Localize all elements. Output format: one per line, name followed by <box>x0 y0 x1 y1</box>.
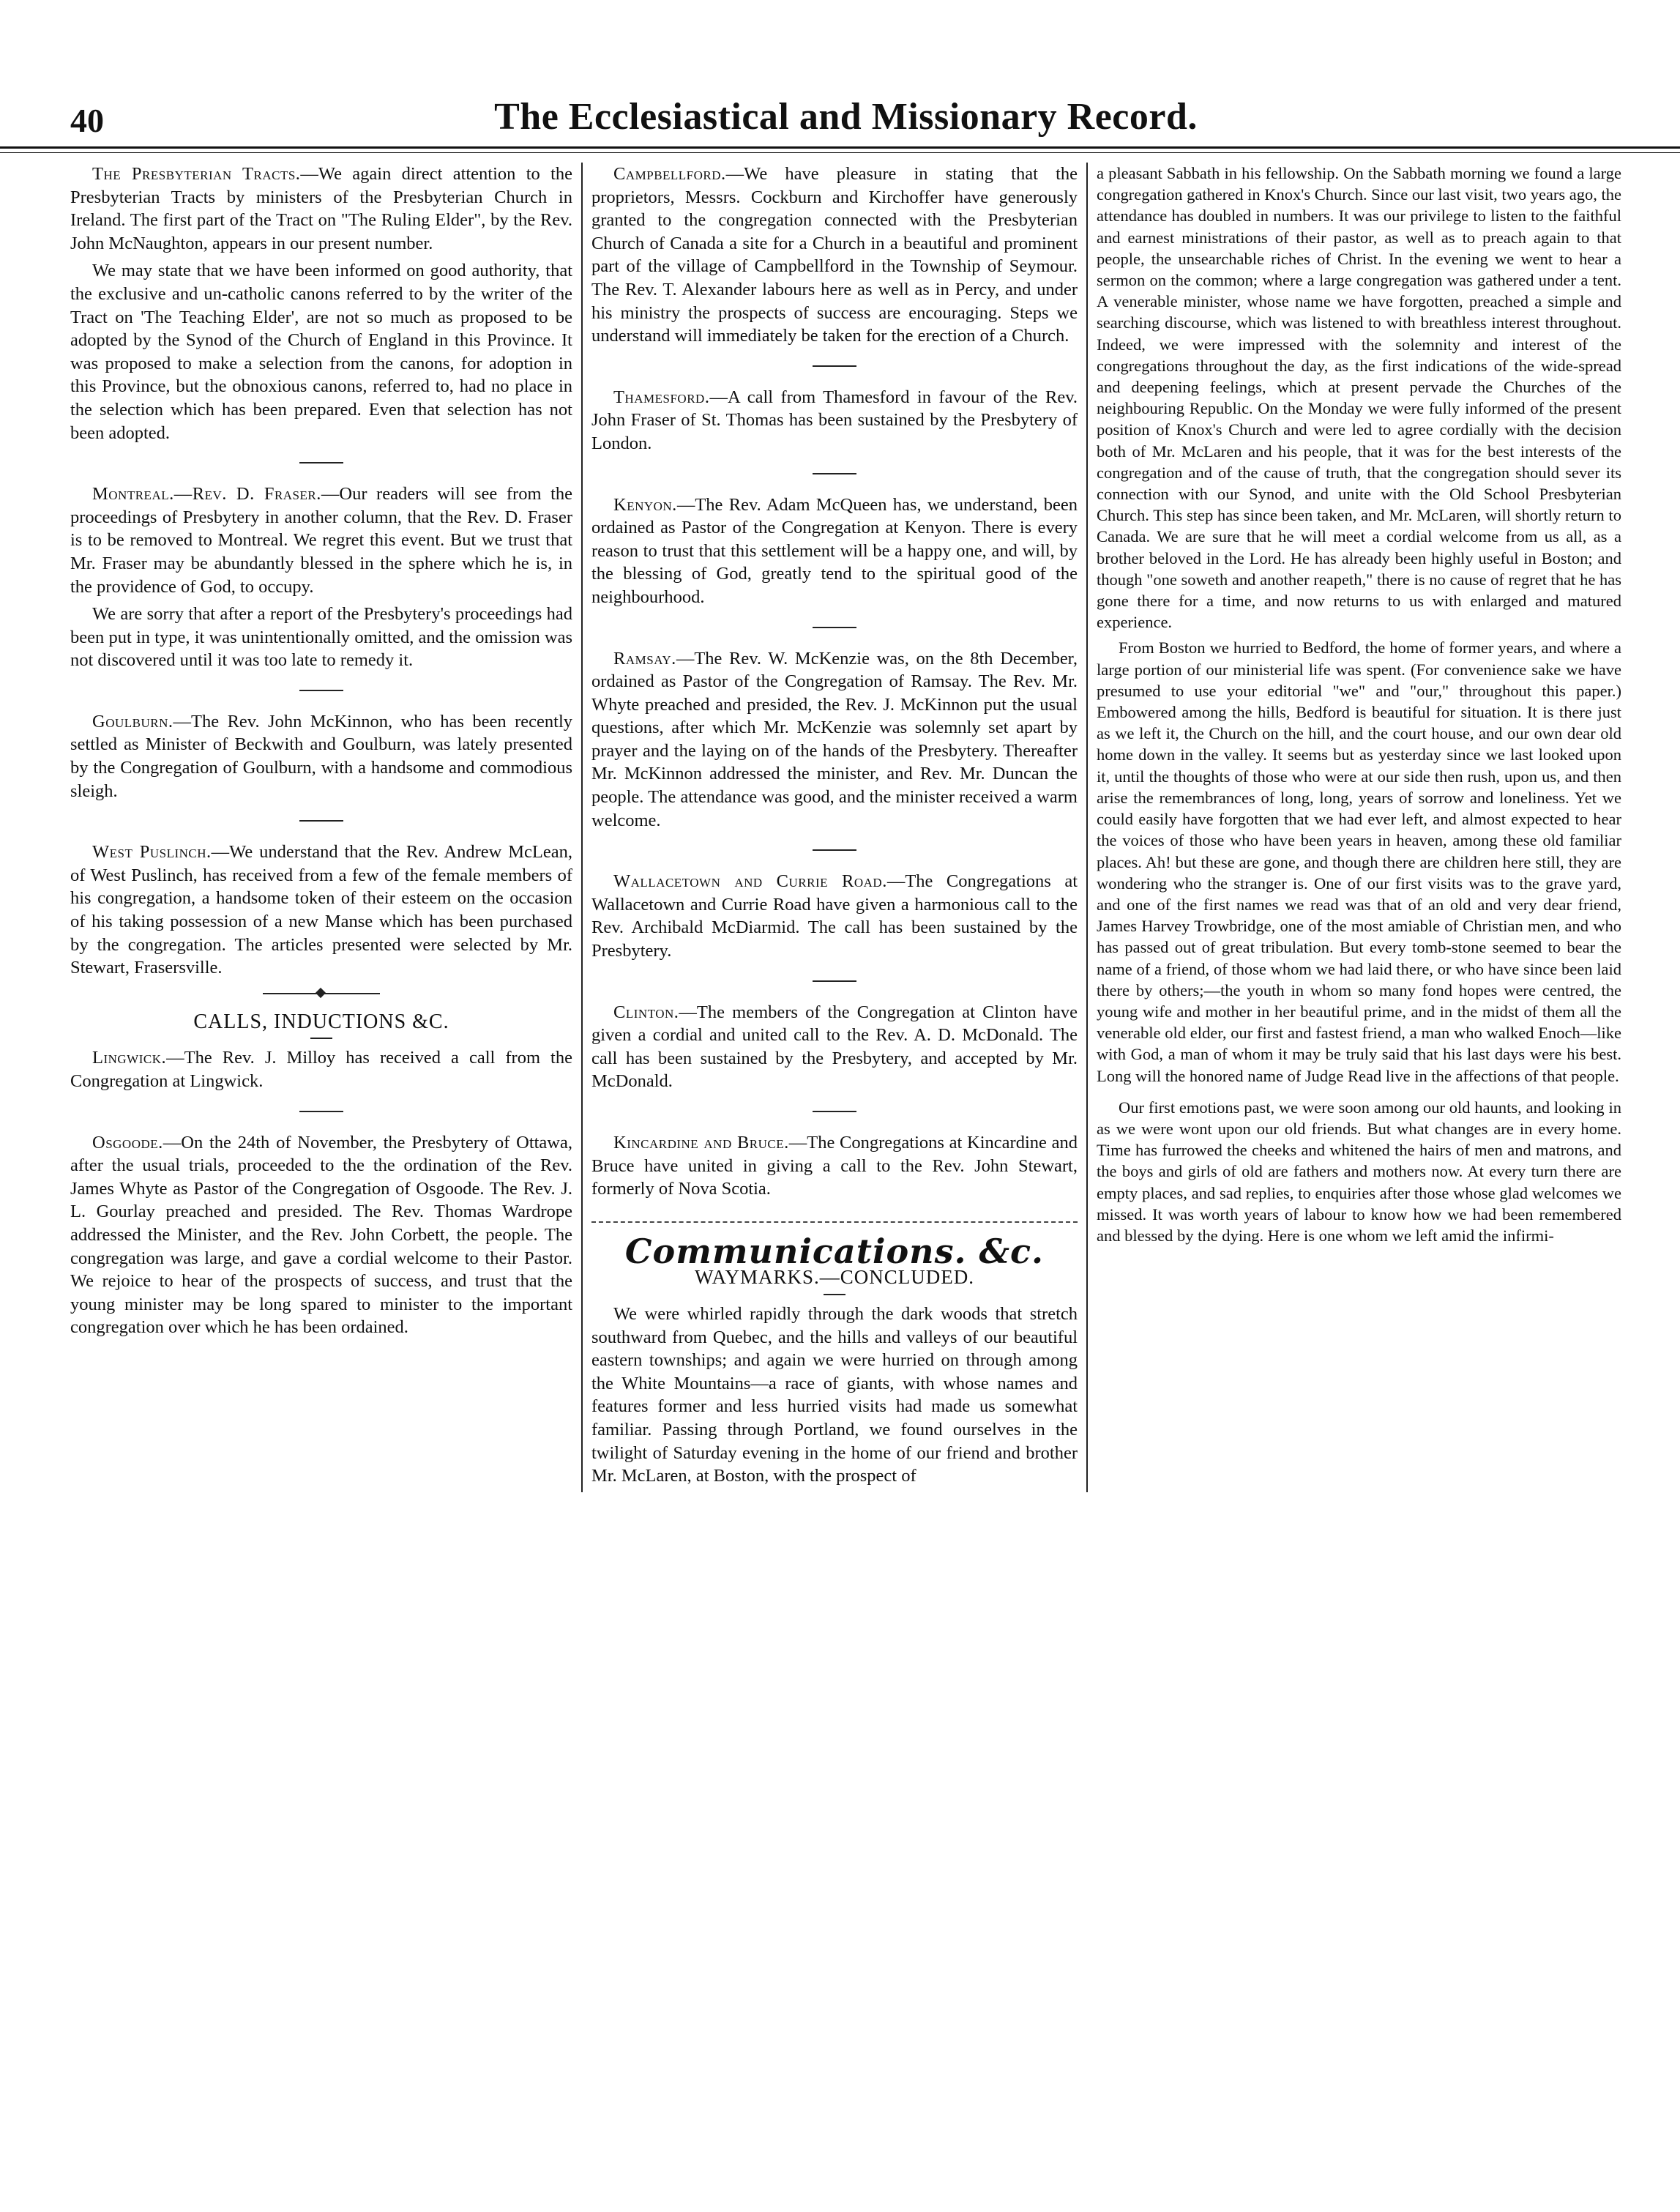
column-2 <box>583 163 1088 1492</box>
item-heading: West Puslinch. <box>92 842 212 863</box>
section-divider <box>591 1221 1078 1223</box>
separator <box>813 365 856 367</box>
paragraph-old-friends: Our first emotions past, we were soon among our old haunts, and looking in as we were wont upon our old friends. But what changes are in every home. Time has furrowed the cheeks and whitened the hairs of men and matrons, and the boys and girls of old are fathers and mothers now. At every turn there are empty places, and sad replies, to enquiries after those whose glad welcomes we missed. It was worth years of labour to know how we had been remembered and blessed by the dying. Here is one whom we left amid the infirmi- <box>1097 1098 1621 1245</box>
separator <box>813 1111 856 1112</box>
paragraph-bedford: From Boston we hurried to Bedford, the home of former years, and where a large portion of our ministerial life was spent. (For convenience sake we have presumed to use your editorial "we" and "our," throughout this paper.) Embowered among the hills, Bedford is beautiful for situation. It is there just as we left it, the Church on the hill, and the court house, and our own dear old home down in the valley. It seems but as yesterday since we last looked upon it, until the thoughts of those who were at our side then rush, upon us, and then arise the remembrances of long, long, years of sorrow and loneliness. Yet we could easily have forgotten that we had ever left, and almost expected to hear the voices of those who have been years in heaven, among these old familiar places. Ah! but these are gone, and though there are children here still, they are wondering who the stranger is. One of our first visits was to the grave yard, and one of the first names we read was that of an old and very dear friend, James Harvey Trowbridge, one of the most amiable of Christian men, and who has passed out of great tribulation. But every tomb-stone seemed to bear the name of a friend, of those whom we had laid there, or who have since been laid there by others;—the youth in whom so many fond hopes were centred, the young wife and mother in her beautiful prime, and in the midst of them all the venerable old elder, our first and fastest friend, a man who walked Enoch—like with God, a man of whom it may be truly said that his last days were his best. Long will the honored name of Judge Read live in the affections of that people. <box>1097 638 1621 1085</box>
item-heading: Clinton. <box>613 1002 679 1022</box>
waymarks-heading: WAYMARKS.—CONCLUDED. <box>694 1266 975 1289</box>
item-heading: Lingwick. <box>92 1048 167 1068</box>
item-text: —The Congregations at Wallacetown and Currie Road have given a harmonious call to the Rev. Archibald McDiarmid. The call has been sustained by the Presbytery. <box>591 871 1078 961</box>
item-heading: Kincardine and Bruce. <box>613 1133 789 1152</box>
paragraph-ramsay <box>591 647 1078 833</box>
header-rule-thin <box>0 152 1680 153</box>
paragraph-wallacetown <box>591 870 1078 962</box>
paragraph-clinton <box>591 1001 1078 1093</box>
paragraph-waymarks-1: We were whirled rapidly through the dark woods that stretch southward from Quebec, and the hills and valleys of our beautiful eastern townships; and again we were hurried on through among the White Mountains—a race of giants, with whose names and features former and less hurried visits had made us somewhat familiar. Passing through Portland, we found ourselves in the twilight of Saturday evening in the home of our friend and brother Mr. McLaren, at Boston, with the prospect of <box>591 1303 1078 1486</box>
separator <box>299 1111 343 1112</box>
item-text: —Our readers will see from the proceedings of Presbytery in another column, that the Rev. D. Fraser is to be removed to Montreal. We regret this event. But we trust that Mr. Fraser may be abundantly blessed in the sphere which he is, in the providence of God, to occupy. <box>70 484 572 597</box>
page-number: 40 <box>70 102 104 139</box>
page-header <box>70 0 1621 138</box>
separator <box>813 627 856 628</box>
paragraph-lingwick <box>70 1046 572 1092</box>
paragraph-kincardine <box>591 1131 1078 1201</box>
item-text: —The Rev. Adam McQueen has, we understand, been ordained as Pastor of the Congregation at Kenyon. There is every reason to trust that this settlement will be a happy one, and will, by the blessing of God, greatly tend to the spiritual good of the neighbourhood. <box>591 494 1078 607</box>
separator <box>299 820 343 822</box>
item-text: —We have pleasure in stating that the proprietors, Messrs. Cockburn and Kirchoffer have generously granted to the congregation connected with the Presbyterian Church of Canada a site for a Church in a beautiful and prominent part of the village of Campbellford in the Township of Seymour. The Rev. T. Alexander labours here as well as in Percy, and under his ministry the prospects of success are encouraging. Steps we understand will immediately be taken for the erection of a Church. <box>591 164 1078 346</box>
item-text: —The Rev. J. Milloy has received a call from the Congregation at Lingwick. <box>70 1048 572 1091</box>
separator <box>310 1038 332 1039</box>
separator <box>813 849 856 851</box>
item-heading: Osgoode. <box>92 1132 163 1152</box>
item-text: —A call from Thamesford in favour of the Rev. John Fraser of St. Thomas has been sustained by the Presbytery of London. <box>591 387 1078 453</box>
header-rule <box>0 146 1680 149</box>
paragraph-waymarks-2: a pleasant Sabbath in his fellowship. On the Sabbath morning we found a large congregation gathered in Knox's Church. Since our last visit, two years ago, the attendance has doubled in numbers. It was our privilege to listen to the faithful and earnest ministrations of their pastor, as well as to preach again to that people, the unsearchable riches of Christ. In the evening we went to hear a sermon on the common; where a large congregation was gathered under a tent. A venerable minister, whose name we have forgotten, preached a simple and searching discourse, which was listened to with breathless interest throughout. Indeed, we were impressed with the solemnity and interest of the congregations throughout the day, as the first indications of the wide-spread and deepening feelings, which at present pervade the Churches of the neighbouring Republic. On the Monday we were fully informed of the present position of Knox's Church and were led to agree cordially with the decision both of Mr. McLaren and his people, that it was for the best interests of the congregation and of the cause of truth, that the congregation should sever its connection with our Synod, and unite with the Old School Presbyterian Church. This step has since been taken, and Mr. McLaren, will shortly return to Canada. We are sure that he will meet a cordial welcome from us all, as a brother beloved in the Lord. He has already been highly useful in Boston; and though "one soweth and another reapeth," there is no cause of regret that he has gone there for a time, and now returns to us with enlarged and matured experience. <box>1097 164 1622 632</box>
paragraph-montreal <box>70 483 572 598</box>
communications-heading: Communications. &c. <box>624 1231 1045 1271</box>
journal-title: The Ecclesiastical and Missionary Record. <box>494 96 1198 138</box>
paragraph-osgoode <box>70 1131 572 1339</box>
item-text: —We again direct attention to the Presbyterian Tracts by ministers of the Presbyterian Church in Ireland. The first part of the Tract on "The Ruling Elder", by the Rev. John McNaughton, appears in our present number. <box>70 164 573 253</box>
item-text: —We understand that the Rev. Andrew McLean, of West Puslinch, has received from a few of the female members of his congregation, a handsome token of their esteem on the occasion of his taking possession of a new Manse which has been purchased by the congregation. The articles presented were selected by Mr. Stewart, Frasersville. <box>70 842 572 978</box>
separator <box>824 1294 845 1295</box>
item-heading: Campbellford. <box>613 164 726 184</box>
paragraph-campbellford <box>591 163 1078 348</box>
separator <box>813 980 856 982</box>
item-text: —The Rev. W. McKenzie was, on the 8th December, ordained as Pastor of the Congregation of Ramsay. The Rev. Mr. Whyte preached and presided, the Rev. J. McKinnon put the usual questions, after which Mr. McKenzie was solemnly set apart by prayer and the laying on of the hands of the Presbytery. Thereafter Mr. McKinnon addressed the minister, and Rev. Mr. Duncan the people. The attendance was good, and the minister received a warm welcome. <box>591 648 1078 830</box>
item-heading: Kenyon. <box>613 494 677 515</box>
item-heading: Goulburn. <box>92 711 173 731</box>
column-3 <box>1088 163 1621 1492</box>
item-text: —The members of the Congregation at Clinton have given a cordial and united call to the Rev. A. D. McDonald. The call has been sustained by the Presbytery, and accepted by Mr. McDonald. <box>591 1002 1078 1092</box>
item-text: —On the 24th of November, the Presbytery of Ottawa, after the usual trials, proceeded to the the ordination of the Rev. James Whyte as Pastor of the Congregation of Osgoode. The Rev. J. L. Gourlay preached and presided. The Rev. Thomas Wardrope addressed the Minister, and the Rev. John Corbett, the people. The congregation was large, and gave a cordial welcome to their Pastor. We rejoice to hear of the prospects of success, and trust that the young minister may be long spared to minister to the important congregation over which he has been ordained. <box>70 1132 572 1338</box>
paragraph-west-puslinch <box>70 841 572 980</box>
calls-inductions-heading: CALLS, INDUCTIONS &C. <box>193 1010 449 1033</box>
paragraph-goulburn <box>70 710 572 802</box>
item-heading: Wallacetown and Currie Road. <box>613 871 887 892</box>
separator <box>299 690 343 691</box>
paragraph-omission: We are sorry that after a report of the Presbytery's proceedings had been put in type, it was unintentionally omitted, and the omission was not discovered until it was too late to remedy it. <box>70 604 572 671</box>
ornamental-separator <box>263 993 380 994</box>
paragraph-canons: We may state that we have been informed on good authority, that the exclusive and un-catholic canons referred to by the writer of the Tract on 'The Teaching Elder', are not so much as proposed to be adopted by the Synod of the Church of England in this Province. It was proposed to make a selection from the canons, for adoption in this Province, but the obnoxious canons, referred to, had no place in the selection which has been prepared. Even that selection has not been adopted. <box>70 261 572 443</box>
item-heading: Ramsay. <box>613 648 676 669</box>
article-columns <box>70 163 1621 1492</box>
separator <box>299 462 343 463</box>
item-text: —The Congregations at Kincardine and Bruce have united in giving a call to the Rev. John Stewart, formerly of Nova Scotia. <box>591 1133 1078 1199</box>
item-text: —The Rev. John McKinnon, who has been recently settled as Minister of Beckwith and Goulburn, was lately presented by the Congregation of Goulburn, with a handsome and commodious sleigh. <box>70 711 572 801</box>
item-heading: Thamesford. <box>613 387 710 407</box>
separator <box>813 473 856 474</box>
column-1 <box>70 163 583 1492</box>
paragraph-thamesford <box>591 386 1078 455</box>
paragraph-kenyon <box>591 494 1078 609</box>
item-heading: Montreal.—Rev. D. Fraser. <box>92 484 321 504</box>
item-heading: The Presbyterian Tracts. <box>92 164 301 184</box>
paragraph-presbyterian-tracts <box>70 163 572 255</box>
